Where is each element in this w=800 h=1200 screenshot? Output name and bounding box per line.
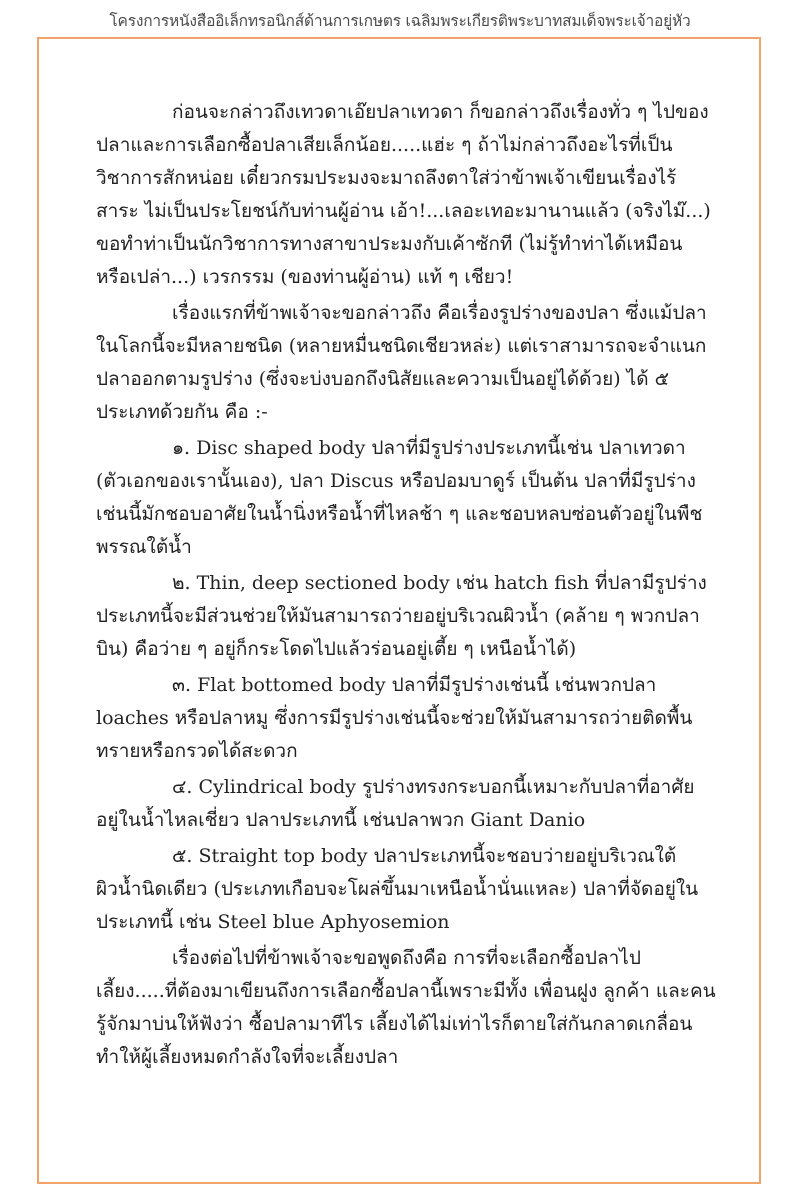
paragraph-buying-fish: เรื่องต่อไปที่ข้าพเจ้าจะขอพูดถึงคือ การที่จะเลือกซื้อปลาไปเลี้ยง.....ที่ต้องมาเขียนถึงการเลือกซื้อปลานี้เพราะมีทั้ง เพื่อนฝูง ลูกค้า และคนรู้จักมาบ่นให้ฟังว่า ซื้อปลามาทีไร เลี้ยงได้ไม่เท่าไรก็ตายใส่กันกลาดเกลื่อน ทำให้ผู้เลี้ยงหมดกำลังใจที่จะเลี้ยงปลา (96, 947, 716, 1068)
paragraph-straight-top: ๕. Straight top body ปลาประเภทนี้จะชอบว่ายอยู่บริเวณใต้ผิวน้ำนิดเดียว (ประเภทเกือบจะโผล่ขึ้นมาเหนือน้ำนั่นแหละ) ปลาที่จัดอยู่ในประเภทนี้ เช่น Steel blue Aphyosemion (96, 845, 699, 933)
page-header: โครงการหนังสืออิเล็กทรอนิกส์ด้านการเกษตร เฉลิมพระเกียรติพระบาทสมเด็จพระเจ้าอยู่หัว (109, 12, 691, 30)
document-body (96, 96, 716, 1077)
paragraph-fish-shapes: เรื่องแรกที่ข้าพเจ้าจะขอกล่าวถึง คือเรื่องรูปร่างของปลา ซึ่งแม้ปลาในโลกนี้จะมีหลายชนิด (หลายหมื่นชนิดเชียวหล่ะ) แต่เราสามารถจะจำแนกปลาออกตามรูปร่าง (ซึ่งจะบ่งบอกถึงนิสัยและความเป็นอยู่ได้ด้วย) ได้ ๕ ประเภทด้วยกัน คือ :- (96, 302, 707, 423)
paragraph-intro: ก่อนจะกล่าวถึงเทวดาเอ๊ยปลาเทวดา ก็ขอกล่าวถึงเรื่องทั่ว ๆ ไปของปลาและการเลือกซื้อปลาเสียเล็กน้อย.....แฮ่ะ ๆ ถ้าไม่กล่าวถึงอะไรที่เป็นวิชาการสักหน่อย เดี๋ยวกรมประมงจะมาถลึงตาใส่ว่าข้าพเจ้าเขียนเรื่องไร้สาระ ไม่เป็นประโยชน์กับท่านผู้อ่าน เอ้า!...เลอะเทอะมานานแล้ว (จริงไม๊...) ขอทำท่าเป็นนักวิชาการทางสาขาประมงกับเค้าซักที (ไม่รู้ทำท่าได้เหมือนหรือเปล่า...) เวรกรรม (ของท่านผู้อ่าน) แท้ ๆ เชียว! (96, 101, 711, 288)
paragraph-thin-deep: ๒. Thin, deep sectioned body เช่น hatch fish ที่ปลามีรูปร่างประเภทนี้จะมีส่วนช่วยให้มันสามารถว่ายอยู่บริเวณผิวน้ำ (คล้าย ๆ พวกปลาบิน) คือว่าย ๆ อยู่ก็กระโดดไปแล้วร่อนอยู่เตี้ย ๆ เหนือน้ำได้) (96, 572, 707, 660)
paragraph-disc-shaped: ๑. Disc shaped body ปลาที่มีรูปร่างประเภทนี้เช่น ปลาเทวดา (ตัวเอกของเรานั้นเอง), ปลา Discus หรือปอมบาดูร์ เป็นต้น ปลาที่มีรูปร่างเช่นนี้มักชอบอาศัยในน้ำนิ่งหรือน้ำที่ไหลช้า ๆ และชอบหลบซ่อนตัวอยู่ในพืชพรรณใต้น้ำ (96, 437, 703, 558)
paragraph-flat-bottomed: ๓. Flat bottomed body ปลาที่มีรูปร่างเช่นนี้ เช่นพวกปลา loaches หรือปลาหมู ซึ่งการมีรูปร่างเช่นนี้จะช่วยให้มันสามารถว่ายติดพื้นทรายหรือกรวดได้สะดวก (96, 674, 693, 762)
paragraph-cylindrical: ๔. Cylindrical body รูปร่างทรงกระบอกนี้เหมาะกับปลาที่อาศัยอยู่ในน้ำไหลเชี่ยว ปลาประเภทนี้ เช่นปลาพวก Giant Danio (96, 776, 695, 831)
